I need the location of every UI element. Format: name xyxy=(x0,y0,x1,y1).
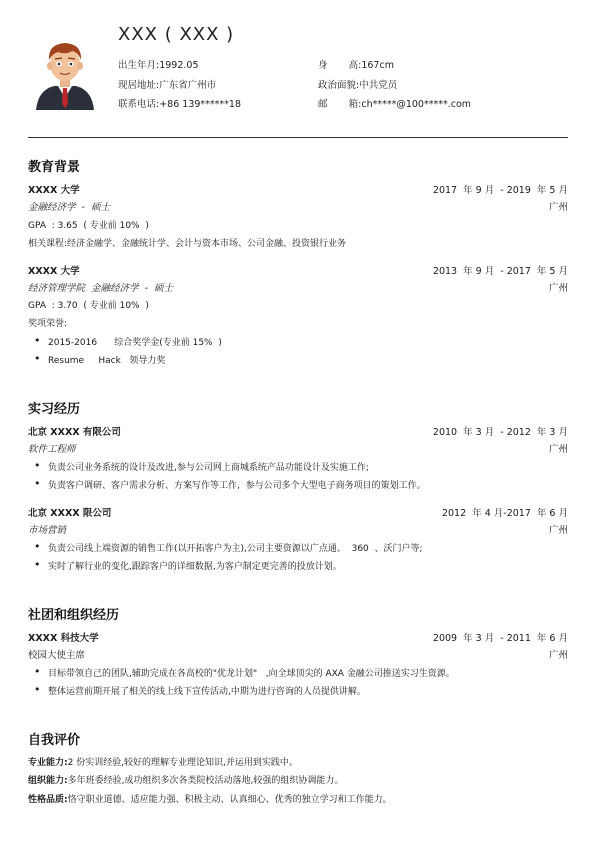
location: 广州 xyxy=(548,650,568,661)
header-divider xyxy=(28,137,568,138)
school-name: XXXX 大学 xyxy=(28,266,80,277)
location: 广州 xyxy=(548,283,568,294)
birth-row: 出生年月:1992.05 xyxy=(118,60,199,71)
gpa-line: GPA : 3.65 ( 专业前 10% ) xyxy=(28,221,149,231)
list-item: • 实时了解行业的变化,跟踪客户的详细数据,为客户制定更完善的投放计划。 xyxy=(48,559,342,572)
list-item: • 负责客户调研、客户需求分析、方案写作等工作, 参与公司多个大型电子商务项目的策划工作。 xyxy=(48,478,426,491)
address-row: 现居地址:广东省广州市 xyxy=(118,79,217,91)
section-title-internship: 实习经历 xyxy=(28,402,81,417)
list-item: • 负责公司线上端资源的销售工作(以开拓客户为主),公司主要资源以广点通、 360 、沃门户等; xyxy=(48,541,423,554)
email-link[interactable]: ch*****@100*****.com xyxy=(361,99,472,110)
email-row: 邮 箱:ch*****@100*****.com xyxy=(318,99,472,110)
gpa-line: GPA : 3.70 ( 专业前 10% ) xyxy=(28,301,149,311)
date-range: 2012 年 4 月-2017 年 6 月 xyxy=(441,508,568,519)
date-range: 2013 年 9 月 - 2017 年 5 月 xyxy=(432,266,568,277)
date-range: 2010 年 3 月 - 2012 年 3 月 xyxy=(432,427,568,438)
company-name: 北京 XXXX 限公司 xyxy=(28,508,112,519)
section-title-education: 教育背景 xyxy=(28,160,81,175)
job-title: 市场营销 xyxy=(28,525,67,536)
location: 广州 xyxy=(548,444,568,455)
candidate-name: XXX ( XXX ) xyxy=(118,24,235,45)
location: 广州 xyxy=(548,525,568,536)
job-title: 软件工程师 xyxy=(28,444,76,455)
position: 校园大使主席 xyxy=(28,650,86,661)
edu-entry-2-sub xyxy=(28,280,568,294)
intern-entry-2-sub xyxy=(28,522,568,536)
personal-info-left xyxy=(118,56,241,115)
list-item: • 整体运营前期开展了相关的线上线下宣传活动,中期为进行咨询的人员提供讲解。 xyxy=(48,684,366,697)
eval-organization: 组织能力:多年班委经验,成功组织多次各类院校活动落地,较强的组织协调能力。 xyxy=(28,776,344,786)
club-entry-1-head xyxy=(28,630,568,644)
school-name: XXXX 大学 xyxy=(28,185,80,196)
list-item: • 2015-2016 综合奖学金(专业前 15% ) xyxy=(48,335,222,348)
section-title-club: 社团和组织经历 xyxy=(28,608,120,623)
org-name: XXXX 科技大学 xyxy=(28,633,99,644)
intern-entry-1-head xyxy=(28,424,568,438)
political-row: 政治面貌:中共党员 xyxy=(318,79,398,91)
major: 经济管理学院 金融经济学 - 硕士 xyxy=(28,283,174,294)
intern-entry-2-head xyxy=(28,505,568,519)
avatar xyxy=(34,36,96,110)
date-range: 2017 年 9 月 - 2019 年 5 月 xyxy=(432,185,568,196)
personal-info-right xyxy=(318,56,471,115)
club-entry-1-sub xyxy=(28,647,568,661)
location: 广州 xyxy=(548,202,568,213)
intern-entry-1-sub xyxy=(28,441,568,455)
major: 金融经济学 - 硕士 xyxy=(28,202,111,213)
height-row: 身 高:167cm xyxy=(318,60,394,71)
company-name: 北京 XXXX 有限公司 xyxy=(28,427,121,438)
phone-row: 联系电话:+86 139******18 xyxy=(118,99,241,110)
edu-entry-1-head xyxy=(28,182,568,196)
section-title-self-eval: 自我评价 xyxy=(28,733,81,748)
list-item: • Resume Hack 领导力奖 xyxy=(48,353,165,366)
edu-entry-1-sub xyxy=(28,199,568,213)
eval-professional: 专业能力:2 份实训经验,较好的理解专业理论知识,并运用到实践中。 xyxy=(28,758,298,768)
courses-line: 相关课程:经济金融学、金融统计学、会计与资本市场、公司金融、投资银行业务 xyxy=(28,239,347,249)
edu-entry-2-head xyxy=(28,263,568,277)
awards-label: 奖项荣誉: xyxy=(28,319,68,329)
eval-character: 性格品质:恪守职业道德、适应能力强、积极主动、认真细心、优秀的独立学习和工作能力。 xyxy=(28,795,392,805)
list-item: • 负责公司业务系统的设计及改进,参与公司网上商城系统产品功能设计及实施工作; xyxy=(48,460,369,473)
list-item: • 目标带领自己的团队,辅助完成在各高校的"优龙计划" ,向全球顶尖的 AXA 金融公司推送实习生资源。 xyxy=(48,666,455,679)
date-range: 2009 年 3 月 - 2011 年 6 月 xyxy=(432,633,568,644)
